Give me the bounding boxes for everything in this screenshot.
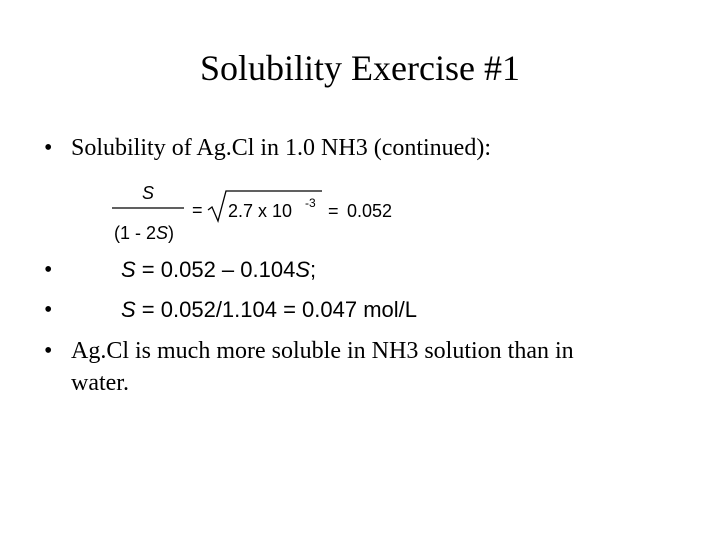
- bullet-4-suffix: solution than in: [418, 338, 574, 364]
- radicand-exponent: -3: [305, 196, 316, 210]
- bullet-4-subscript: 3: [406, 338, 419, 364]
- bullet-marker-2: •: [44, 257, 53, 283]
- equation-denominator: [114, 223, 174, 243]
- bullet-text-3: [121, 295, 417, 325]
- bullet-text-1: [71, 133, 491, 163]
- denominator-suffix: ): [168, 223, 175, 243]
- slide-title: Solubility Exercise #1: [200, 48, 520, 88]
- bullet-text-4-line-1: [71, 336, 574, 366]
- equals-sign-1: =: [192, 200, 203, 220]
- bullet-2-var: S: [121, 257, 136, 282]
- bullet-3-var: S: [121, 297, 136, 322]
- denominator-prefix: (1 - 2: [114, 223, 157, 243]
- bullet-2-middle: = 0.052 – 0.104: [135, 257, 296, 282]
- bullet-text-2: [121, 255, 316, 285]
- denominator-var: S: [156, 223, 169, 243]
- bullet-1-subscript: 3: [355, 135, 368, 161]
- bullet-1-suffix: (continued):: [367, 135, 491, 161]
- solubility-equation: [108, 180, 428, 248]
- bullet-marker-1: •: [44, 135, 53, 161]
- radicand-base: 2.7 x 10: [228, 201, 293, 221]
- bullet-4-prefix: Ag.Cl is much more soluble in NH: [71, 338, 407, 364]
- bullet-text-4-line-2: water.: [71, 370, 129, 396]
- bullet-marker-3: •: [44, 297, 53, 323]
- bullet-3-text: = 0.052/1.104 = 0.047 mol/L: [135, 297, 418, 322]
- bullet-marker-4: •: [44, 338, 53, 364]
- bullet-2-suffix: ;: [310, 257, 317, 282]
- bullet-1-prefix: Solubility of Ag.Cl in 1.0 NH: [71, 135, 356, 161]
- equation-numerator: S: [141, 183, 155, 203]
- equals-sign-2: =: [328, 201, 339, 221]
- bullet-2-var2: S: [295, 257, 311, 282]
- equation-result: 0.052: [347, 201, 393, 221]
